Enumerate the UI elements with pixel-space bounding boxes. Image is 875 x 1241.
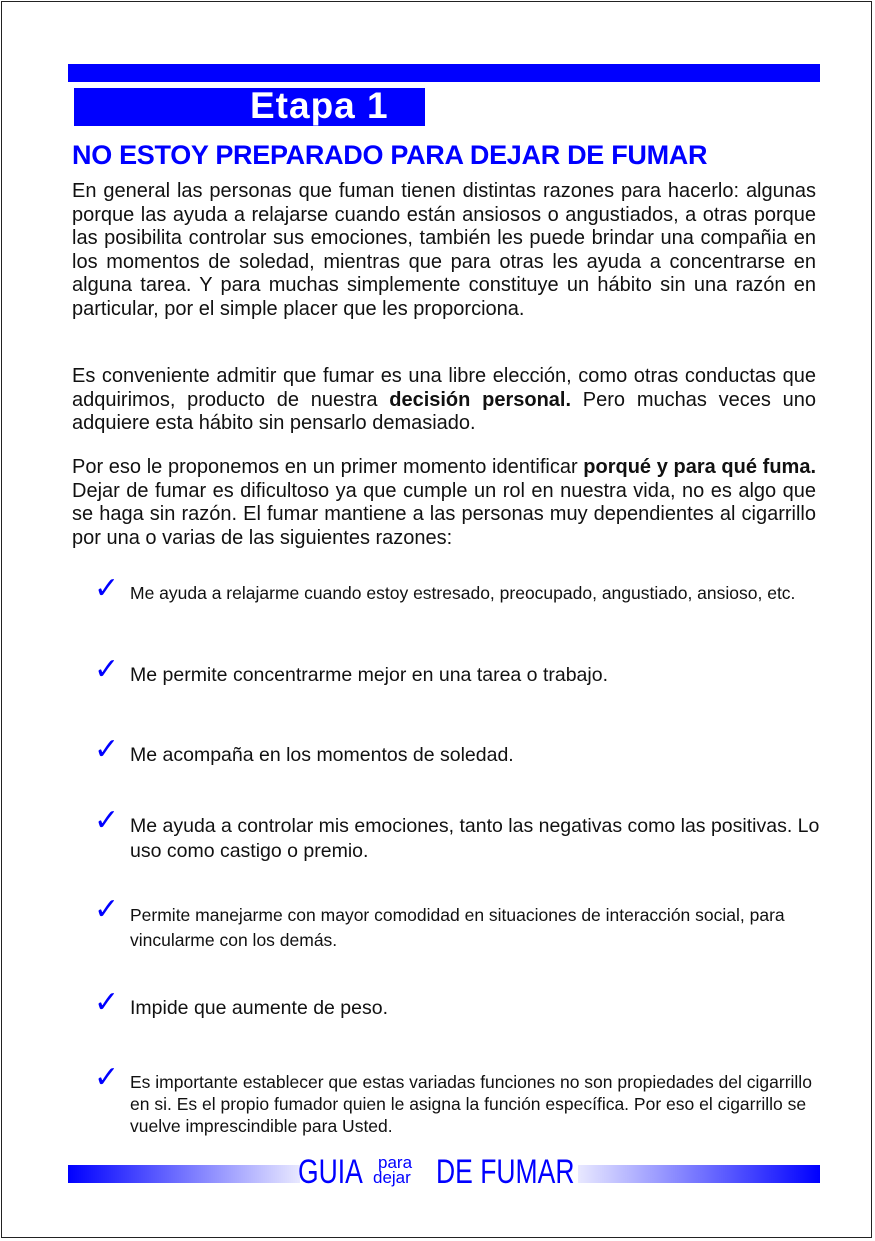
footer-bar-right xyxy=(578,1165,820,1183)
footer-bar-left xyxy=(68,1165,300,1183)
reason-text: Es importante establecer que estas variadas funciones no son propiedades del cigarrillo en si. Es el propio fumador quien le asigna la función específica. Por eso el cigarrillo se vuelve imprescindible para Usted. xyxy=(130,1072,812,1136)
reason-text: Me acompaña en los momentos de soledad. xyxy=(130,744,514,766)
reasons-intro-before: Por eso le proponemos en un primer momento identificar xyxy=(72,456,584,478)
reason-text: Me ayuda a relajarme cuando estoy estresado, preocupado, angustiado, ansioso, etc. xyxy=(130,583,796,603)
footer-logo xyxy=(298,1153,578,1193)
header-bar xyxy=(68,64,820,82)
choice-text-before: Es conveniente admitir que fumar es una libre elección, como otras conductas que adquirimos, producto de nuestra xyxy=(72,365,816,411)
page-title: NO ESTOY PREPARADO PARA DEJAR DE FUMAR xyxy=(72,140,708,170)
reason-text: Impide que aumente de peso. xyxy=(130,997,389,1019)
checkmark-icon: ✓ xyxy=(94,652,120,687)
checkmark-icon: ✓ xyxy=(94,1060,120,1095)
footer-para: para xyxy=(378,1153,413,1172)
footer-de-fumar: DE FUMAR xyxy=(436,1153,575,1191)
footer-dejar: dejar xyxy=(373,1168,411,1187)
checkmark-icon: ✓ xyxy=(94,892,120,927)
choice-text-bold: decisión personal. xyxy=(389,388,572,411)
intro-paragraph: En general las personas que fuman tienen distintas razones para hacerlo: algunas porque las ayuda a relajarse cuando están ansiosos o angustiados, a otras porque las posibilita controlar sus emociones, también les puede brindar una compañia en los momentos de soledad, mientras que para otras les ayuda a concentrarse en alguna tarea. Y para muchas simplemente constituye un hábito sin una razón en particular, por el simple placer que les proporciona. xyxy=(72,180,816,320)
reason-text: Me permite concentrarme mejor en una tarea o trabajo. xyxy=(130,664,608,686)
choice-paragraph xyxy=(72,365,816,436)
stage-banner xyxy=(74,85,425,126)
reason-text: Me ayuda a controlar mis emociones, tanto las negativas como las positivas. Lo uso como castigo o premio. xyxy=(130,815,820,862)
reasons-intro-bold: porqué y para qué fuma. xyxy=(583,456,816,478)
checkmark-icon: ✓ xyxy=(94,571,120,606)
choice-text-after: Pero muchas veces uno adquiere esta hábito sin pensarlo demasiado. xyxy=(72,388,816,434)
reasons-intro-after: Dejar de fumar es dificultoso ya que cumple un rol en nuestra vida, no es algo que se haga sin razón. El fumar mantiene a las personas muy dependientes al cigarrillo por una o varias de las siguientes razones: xyxy=(72,479,816,549)
reason-text: Permite manejarme con mayor comodidad en situaciones de interacción social, para vincularme con los demás. xyxy=(130,905,785,950)
checkmark-icon: ✓ xyxy=(94,803,120,838)
reasons-intro-paragraph xyxy=(72,456,816,550)
checkmark-icon: ✓ xyxy=(94,732,120,767)
checkmark-icon: ✓ xyxy=(94,985,120,1020)
footer-guia: GUIA xyxy=(298,1153,363,1191)
stage-label: Etapa 1 xyxy=(250,85,389,126)
